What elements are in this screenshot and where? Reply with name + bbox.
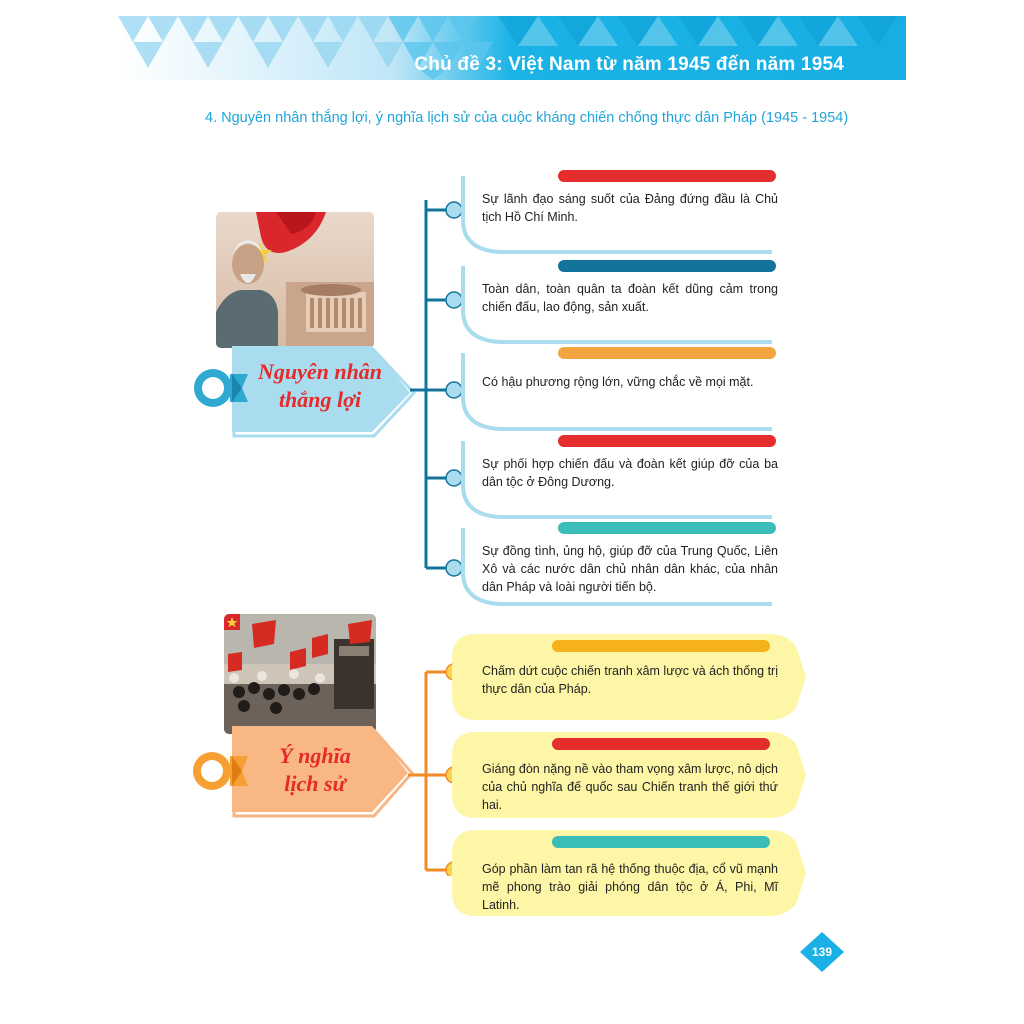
victory-item-text: Sự đồng tình, ủng hộ, giúp đỡ của Trung Quốc, Liên Xô và các nước dân chủ nhân dân khác, của nhân dân Pháp và loài người tiến bộ. [482, 544, 778, 594]
significance-item-text: Góp phần làm tan rã hệ thống thuộc địa, cổ vũ mạnh mẽ phong trào giải phóng dân tộc ở Á, Phi, Mĩ Latinh. [482, 862, 778, 912]
significance-item-text: Giáng đòn nặng nề vào tham vọng xâm lược, nô dịch của chủ nghĩa đế quốc sau Chiến tranh thế giới thứ hai. [482, 762, 778, 812]
significance-card-1 [452, 634, 808, 720]
victory-item-text: Sự lãnh đạo sáng suốt của Đảng đứng đầu là Chủ tịch Hồ Chí Minh. [482, 192, 778, 224]
page-number: 139 [811, 945, 833, 959]
section-title: 4. Nguyên nhân thắng lợi, ý nghĩa lịch sử của cuộc kháng chiến chống thực dân Pháp (1945 - 1954) [205, 110, 849, 126]
chapter-banner [118, 16, 906, 80]
significance-card-2 [452, 732, 808, 818]
significance-label-line1: Ý nghĩa [279, 743, 351, 768]
chapter-title: Chủ đề 3: Việt Nam từ năm 1945 đến năm 1954 [414, 54, 844, 75]
victory-item-text: Toàn dân, toàn quân ta đoàn kết dũng cảm trong chiến đấu, lao động, sản xuất. [482, 282, 778, 314]
victory-label-line2: thắng lợi [278, 387, 362, 412]
page-number-badge [800, 932, 844, 972]
significance-tag [190, 726, 414, 820]
victory-parade-photo [224, 614, 376, 734]
ho-chi-minh-photo [216, 212, 374, 348]
victory-label-line1: Nguyên nhân [257, 359, 383, 384]
victory-causes-tag [192, 346, 416, 440]
significance-item-text: Chấm dứt cuộc chiến tranh xâm lược và ách thống trị thực dân của Pháp. [482, 664, 778, 696]
victory-item-text: Có hậu phương rộng lớn, vững chắc về mọi mặt. [482, 375, 754, 389]
victory-card-3 [460, 347, 776, 433]
victory-card-5 [460, 522, 776, 608]
victory-card-1 [460, 170, 776, 256]
significance-label-line2: lịch sử [284, 771, 346, 796]
significance-card-3 [452, 830, 808, 916]
victory-card-4 [460, 435, 776, 521]
victory-card-2 [460, 260, 776, 346]
victory-item-text: Sự phối hợp chiến đấu và đoàn kết giúp đỡ của ba dân tộc ở Đông Dương. [482, 457, 778, 489]
